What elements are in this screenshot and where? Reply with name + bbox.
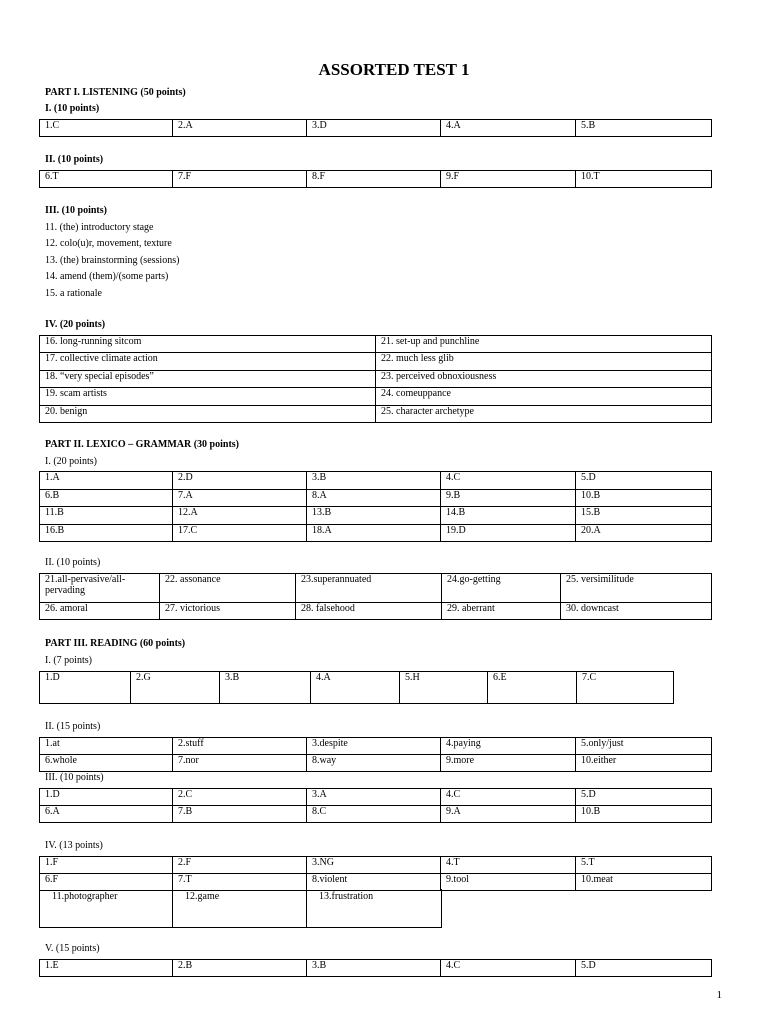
answer-cell: 1.D bbox=[40, 672, 131, 704]
part3-s1-label: I. (7 points) bbox=[45, 655, 92, 666]
answer-cell: 7.B bbox=[173, 806, 307, 823]
part1-heading: PART I. LISTENING (50 points) bbox=[45, 87, 186, 98]
answer-cell: 16. long-running sitcom bbox=[40, 336, 376, 353]
answer-cell: 25. character archetype bbox=[376, 405, 712, 422]
answer-cell: 19.D bbox=[441, 524, 576, 542]
answer-cell: 8.F bbox=[307, 171, 441, 188]
part2-heading: PART II. LEXICO – GRAMMAR (30 points) bbox=[45, 439, 240, 450]
answer-cell: 13.frustration bbox=[307, 889, 442, 927]
answer-cell: 1.C bbox=[40, 120, 173, 137]
answer-cell: 7.F bbox=[173, 171, 307, 188]
answer-cell: 6.B bbox=[40, 489, 173, 507]
answer-cell: 12.A bbox=[173, 507, 307, 525]
page-number: 1 bbox=[716, 989, 722, 1001]
answer-cell: 3.A bbox=[307, 789, 441, 806]
answer-cell: 7.T bbox=[173, 874, 307, 891]
part3-s3-label: III. (10 points) bbox=[45, 772, 104, 783]
answer-cell: 3.B bbox=[220, 672, 311, 704]
answer-cell: 7.A bbox=[173, 489, 307, 507]
answer-cell: 1.D bbox=[40, 789, 173, 806]
part3-s3-table bbox=[39, 788, 712, 823]
answer-cell: 3.despite bbox=[307, 738, 441, 755]
page-title: ASSORTED TEST 1 bbox=[318, 60, 470, 79]
part2-s2-label: II. (10 points) bbox=[45, 557, 101, 568]
list-item: 15. a rationale bbox=[45, 287, 102, 299]
part3-s5-label: V. (15 points) bbox=[45, 943, 100, 954]
answer-cell: 4.A bbox=[441, 120, 576, 137]
answer-cell: 10.meat bbox=[576, 874, 712, 891]
answer-cell: 13.B bbox=[307, 507, 441, 525]
answer-cell: 23.superannuated bbox=[296, 574, 442, 603]
list-item: 14. amend (them)/(some parts) bbox=[45, 271, 169, 283]
answer-cell: 25. versimilitude bbox=[561, 574, 712, 603]
part1-s2-label: II. (10 points) bbox=[45, 154, 104, 165]
answer-cell: 9.B bbox=[441, 489, 576, 507]
answer-cell: 21.all-pervasive/all-pervading bbox=[40, 574, 160, 603]
answer-cell: 9.tool bbox=[441, 874, 576, 891]
answer-cell: 17. collective climate action bbox=[40, 353, 376, 370]
answer-cell: 18. “very special episodes” bbox=[40, 370, 376, 387]
answer-cell: 6.A bbox=[40, 806, 173, 823]
answer-cell: 29. aberrant bbox=[442, 603, 561, 620]
answer-cell: 3.NG bbox=[307, 857, 441, 874]
part3-s2-table bbox=[39, 737, 712, 772]
answer-cell: 5.T bbox=[576, 857, 712, 874]
part2-s2-table bbox=[39, 573, 712, 620]
answer-cell: 5.D bbox=[576, 472, 712, 490]
answer-cell: 6.whole bbox=[40, 755, 173, 772]
answer-cell: 6.F bbox=[40, 874, 173, 891]
answer-cell: 4.C bbox=[441, 960, 576, 977]
part1-s1-label: I. (10 points) bbox=[45, 103, 100, 114]
answer-cell: 24. comeuppance bbox=[376, 388, 712, 405]
part3-s2-label: II. (15 points) bbox=[45, 721, 101, 732]
part3-s5-table bbox=[39, 959, 712, 977]
answer-cell: 21. set-up and punchline bbox=[376, 336, 712, 353]
answer-cell: 2.A bbox=[173, 120, 307, 137]
answer-cell: 30. downcast bbox=[561, 603, 712, 620]
answer-cell: 26. amoral bbox=[40, 603, 160, 620]
answer-cell: 1.F bbox=[40, 857, 173, 874]
part2-s1-label: I. (20 points) bbox=[45, 456, 97, 467]
answer-cell: 10.B bbox=[576, 806, 712, 823]
answer-cell: 7.C bbox=[577, 672, 674, 704]
answer-cell: 14.B bbox=[441, 507, 576, 525]
answer-cell: 16.B bbox=[40, 524, 173, 542]
answer-cell: 6.T bbox=[40, 171, 173, 188]
answer-cell: 3.B bbox=[307, 960, 441, 977]
answer-cell: 15.B bbox=[576, 507, 712, 525]
answer-cell: 9.F bbox=[441, 171, 576, 188]
answer-cell: 3.D bbox=[307, 120, 441, 137]
answer-cell: 18.A bbox=[307, 524, 441, 542]
answer-cell: 17.C bbox=[173, 524, 307, 542]
answer-cell: 4.paying bbox=[441, 738, 576, 755]
answer-cell: 10.T bbox=[576, 171, 712, 188]
answer-cell: 1.E bbox=[40, 960, 173, 977]
answer-cell: 3.B bbox=[307, 472, 441, 490]
answer-cell: 27. victorious bbox=[160, 603, 296, 620]
answer-cell: 2.C bbox=[173, 789, 307, 806]
answer-cell: 11.B bbox=[40, 507, 173, 525]
part1-s3-label: III. (10 points) bbox=[45, 205, 107, 216]
answer-cell: 4.T bbox=[441, 857, 576, 874]
answer-cell: 1.A bbox=[40, 472, 173, 490]
answer-cell: 22. assonance bbox=[160, 574, 296, 603]
answer-cell: 2.B bbox=[173, 960, 307, 977]
answer-cell: 5.D bbox=[576, 789, 712, 806]
answer-cell: 20. benign bbox=[40, 405, 376, 422]
answer-cell: 10.B bbox=[576, 489, 712, 507]
answer-cell: 2.G bbox=[131, 672, 220, 704]
answer-cell: 20.A bbox=[576, 524, 712, 542]
answer-cell: 7.nor bbox=[173, 755, 307, 772]
answer-cell: 4.A bbox=[311, 672, 400, 704]
part1-s4-table bbox=[39, 335, 712, 423]
answer-cell: 5.D bbox=[576, 960, 712, 977]
part3-s4-label: IV. (13 points) bbox=[45, 840, 103, 851]
answer-cell: 8.violent bbox=[307, 874, 441, 891]
answer-cell: 8.way bbox=[307, 755, 441, 772]
answer-cell: 2.stuff bbox=[173, 738, 307, 755]
answer-cell: 28. falsehood bbox=[296, 603, 442, 620]
answer-cell: 22. much less glib bbox=[376, 353, 712, 370]
answer-cell: 8.A bbox=[307, 489, 441, 507]
answer-cell: 19. scam artists bbox=[40, 388, 376, 405]
answer-cell: 2.F bbox=[173, 857, 307, 874]
list-item: 11. (the) introductory stage bbox=[45, 222, 154, 233]
answer-cell: 4.C bbox=[441, 472, 576, 490]
answer-cell: 5.H bbox=[400, 672, 488, 704]
part2-s1-table bbox=[39, 471, 712, 542]
part3-heading: PART III. READING (60 points) bbox=[45, 638, 186, 649]
part1-s2-table bbox=[39, 170, 712, 188]
answer-cell: 1.at bbox=[40, 738, 173, 755]
part1-s3-list bbox=[45, 220, 179, 302]
answer-cell: 24.go-getting bbox=[442, 574, 561, 603]
part3-s4-table bbox=[39, 856, 712, 891]
answer-cell: 6.E bbox=[488, 672, 577, 704]
answer-cell: 9.A bbox=[441, 806, 576, 823]
part3-s4-extra-table bbox=[39, 889, 442, 928]
answer-cell: 11.photographer bbox=[40, 889, 173, 927]
list-item: 13. (the) brainstorming (sessions) bbox=[45, 254, 180, 266]
answer-cell: 2.D bbox=[173, 472, 307, 490]
answer-cell: 23. perceived obnoxiousness bbox=[376, 370, 712, 387]
answer-cell: 8.C bbox=[307, 806, 441, 823]
answer-cell: 9.more bbox=[441, 755, 576, 772]
list-item: 12. colo(u)r, movement, texture bbox=[45, 238, 172, 250]
answer-cell: 12.game bbox=[173, 889, 307, 927]
part1-s1-table bbox=[39, 119, 712, 137]
answer-cell: 5.B bbox=[576, 120, 712, 137]
part1-s4-label: IV. (20 points) bbox=[45, 319, 106, 330]
answer-cell: 10.either bbox=[576, 755, 712, 772]
answer-cell: 5.only/just bbox=[576, 738, 712, 755]
answer-cell: 4.C bbox=[441, 789, 576, 806]
part3-s1-table bbox=[39, 671, 674, 704]
